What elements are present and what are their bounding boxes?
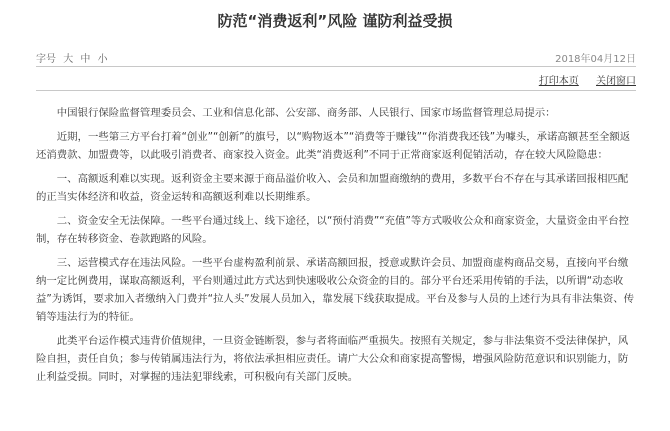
article-body xyxy=(36,104,636,392)
article-title: 防范“消费返利”风险 谨防利益受损 xyxy=(217,12,453,30)
font-size-small[interactable]: 小 xyxy=(97,54,108,65)
font-size-label: 字号 xyxy=(36,54,56,65)
paragraph-risk-1: 一、高额返利难以实现。返利资金主要来源于商品溢价收入、会员和加盟商缴纳的费用，多数平台不存在与其承诺回报相匹配的正当实体经济和收益，资金运转和高额返利难以长期维系。 xyxy=(36,173,629,203)
paragraph-intro: 近期，一些第三方平台打着“创业”“创新”的旗号，以“购物返本”“消费等于赚钱”“你消费我还钱”为噱头，承诺高额甚至全额返还消费款、加盟费等，以此吸引消费者、商家投入资金。此类“消费返利”不同于正常商家返利促销活动，存在较大风险隐患： xyxy=(36,131,631,161)
font-size-selector xyxy=(36,50,112,65)
close-window-link[interactable]: 关闭窗口 xyxy=(596,76,636,87)
salutation: 中国银行保险监督管理委员会、工业和信息化部、公安部、商务部、人民银行、国家市场监督管理总局提示： xyxy=(56,107,556,119)
article-actions xyxy=(525,72,636,87)
font-size-medium[interactable]: 中 xyxy=(80,54,91,65)
publish-date: 2018年04月12日 xyxy=(555,54,636,65)
divider-top xyxy=(36,66,636,67)
divider-bottom xyxy=(36,90,636,91)
meta-bar xyxy=(36,48,636,64)
paragraph-conclusion: 此类平台运作模式违背价值规律，一旦资金链断裂，参与者将面临严重损失。按照有关规定，参与非法集资不受法律保护，风险自担，责任自负；参与传销属违法行为，将依法承担相应责任。请广大公众和商家提高警惕，增强风险防范意识和识别能力，防止利益受损。同时，对掌握的违法犯罪线索，可积极向有关部门反映。 xyxy=(36,335,629,383)
paragraph-risk-3: 三、运营模式存在违法风险。一些平台虚构盈利前景、承诺高额回报，授意或默许会员、加盟商虚构商品交易，直接向平台缴纳一定比例费用，谋取高额返利，平台则通过此方式达到快速吸收公众资金的目的。部分平台还采用传销的手法，以所谓“动态收益”为诱饵，要求加入者缴纳入门费并“拉人头”发展人员加入，靠发展下线获取提成。平台及参与人员的上述行为具有非法集资、传销等违法行为的特征。 xyxy=(36,257,635,323)
font-size-large[interactable]: 大 xyxy=(63,54,74,65)
print-page-link[interactable]: 打印本页 xyxy=(538,76,579,87)
paragraph-risk-2: 二、资金安全无法保障。一些平台通过线上、线下途径，以“预付消费”“充值”等方式吸收公众和商家资金，大量资金由平台控制，存在转移资金、卷款跑路的风险。 xyxy=(36,215,630,245)
